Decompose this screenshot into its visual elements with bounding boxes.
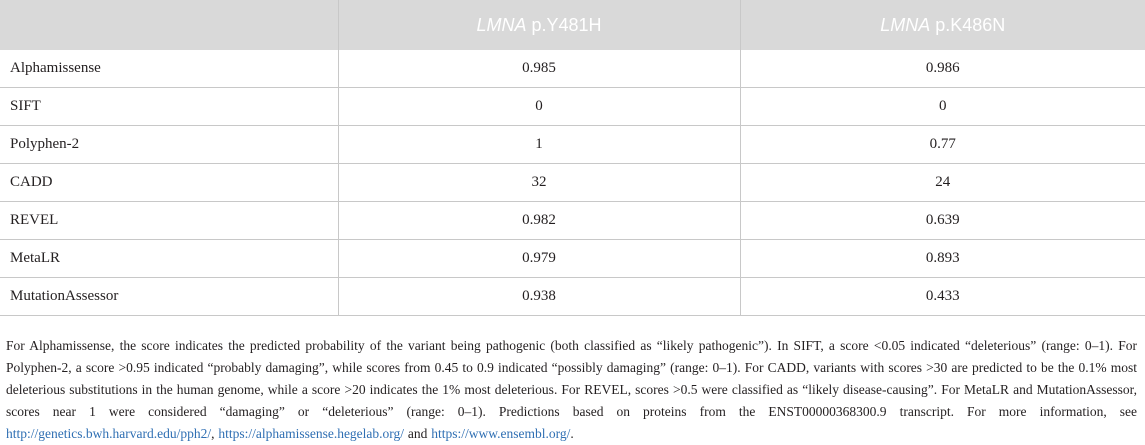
footnote-separator: and: [404, 425, 432, 441]
table-footnote: [0, 330, 1145, 445]
row-value-variant-1: 0.985: [338, 50, 740, 88]
header-variant-1: [338, 0, 740, 50]
row-tool-name: REVEL: [0, 202, 338, 240]
table-row: [0, 50, 1145, 88]
row-value-variant-1: 0.982: [338, 202, 740, 240]
row-tool-name: CADD: [0, 164, 338, 202]
footnote-text: For Alphamissense, the score indicates the predicted probability of the variant being pathogenic (both classified as “likely pathogenic”). In SIFT, a score <0.05 indicated “deleterious” (range: 0–1). For Polyphen-2, a score >0.95 indicated “probably damaging”, while scores from 0.45 to 0.9 indicated “possibly damaging” (range: 0–1). For CADD, variants with scores >30 are predicted to be the 0.1% most deleterious substitutions in the human genome, while a score >20 indicates the 1% most deleterious. For REVEL, scores >0.5 were classified as “likely disease-causing”. For MetaLR and MutationAssessor, scores near 1 were considered “damaging” or “deleterious” (range: 0–1). Predictions based on proteins from the ENST00000368300.9 transcript. For more information, see: [6, 337, 1137, 419]
header-variant-2: [740, 0, 1145, 50]
row-value-variant-1: 32: [338, 164, 740, 202]
table-row: [0, 88, 1145, 126]
footnote-separator: ,: [211, 425, 219, 441]
header-gene-label: LMNA: [476, 14, 527, 35]
row-value-variant-2: 0.77: [740, 126, 1145, 164]
table-row: [0, 278, 1145, 316]
row-value-variant-1: 0.938: [338, 278, 740, 316]
row-value-variant-1: 0: [338, 88, 740, 126]
row-value-variant-2: 0.986: [740, 50, 1145, 88]
row-tool-name: MutationAssessor: [0, 278, 338, 316]
row-tool-name: Alphamissense: [0, 50, 338, 88]
row-tool-name: Polyphen-2: [0, 126, 338, 164]
header-empty-cell: [0, 0, 338, 50]
row-value-variant-2: 0.433: [740, 278, 1145, 316]
header-variant-label: p.Y481H: [531, 14, 602, 35]
link-polyphen2[interactable]: http://genetics.bwh.harvard.edu/pph2/: [6, 425, 212, 441]
row-value-variant-2: 0: [740, 88, 1145, 126]
table-row: [0, 202, 1145, 240]
table-row: [0, 164, 1145, 202]
row-value-variant-1: 1: [338, 126, 740, 164]
link-ensembl[interactable]: https://www.ensembl.org/: [431, 425, 571, 441]
table-row: [0, 126, 1145, 164]
row-value-variant-2: 0.639: [740, 202, 1145, 240]
header-gene-label: LMNA: [880, 14, 931, 35]
header-variant-label: p.K486N: [935, 14, 1006, 35]
row-value-variant-2: 0.893: [740, 240, 1145, 278]
link-alphamissense[interactable]: https://alphamissense.hegelab.org/: [218, 425, 405, 441]
row-tool-name: SIFT: [0, 88, 338, 126]
footnote-end: .: [570, 425, 574, 441]
row-value-variant-1: 0.979: [338, 240, 740, 278]
row-value-variant-2: 24: [740, 164, 1145, 202]
row-tool-name: MetaLR: [0, 240, 338, 278]
table-header-row: [0, 0, 1145, 50]
table-row: [0, 240, 1145, 278]
